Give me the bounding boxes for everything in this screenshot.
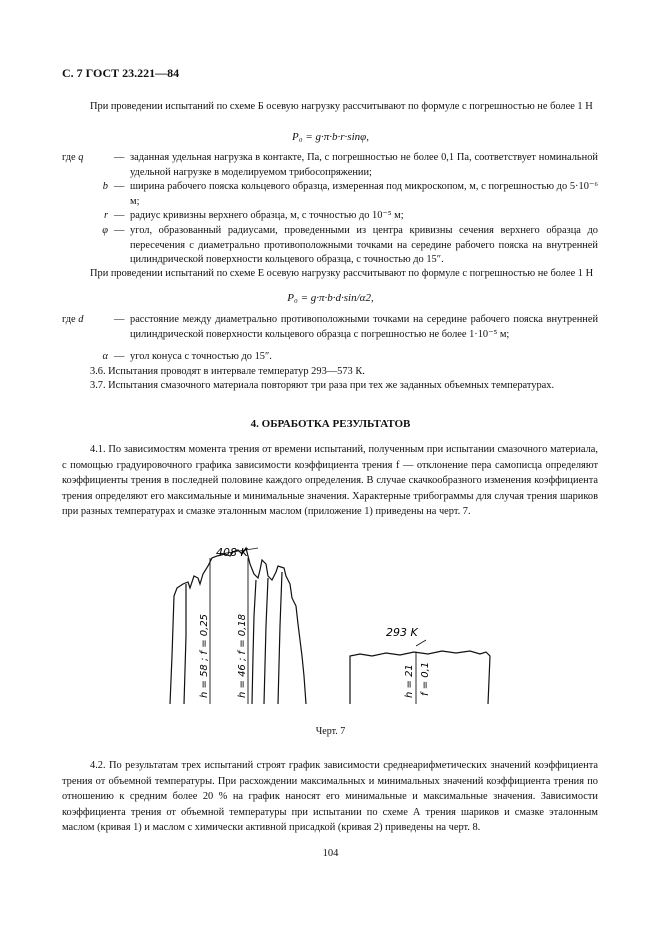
tribogram-figure: [150, 536, 530, 716]
definition-q: где q — заданная удельная нагрузка в контакте, Па, с погрешностью не более 0,1 Па, соответствует номинальной удельной нагрузке в моделируемом трибосопряжении;: [62, 152, 598, 178]
definition-alpha: α — угол конуса с точностью до 15″.: [102, 351, 272, 362]
formula-2: P₀ = g·π·b·d·sin/α2,: [287, 292, 374, 304]
paragraph-3-7: 3.7. Испытания смазочного материала повторяют три раза при тех же заданных объемных температурах.: [90, 380, 555, 391]
page-number: 104: [322, 848, 339, 859]
paragraph-4-2: 4.2. По результатам трех испытаний строят график зависимости среднеарифметических значений коэффициента трения от объемной температуры. При расхождении максимальных и минимальных значений коэффициента трения по отношению к средним более 20 % на график наносят его минимальные и максимальные значения. Зависимости коэффициента трения от объемной температуры при испытании по схеме А трения шариков и смазке эталонным маслом (кривая 1) и маслом с химически активной присадкой (кривая 2) приведены на черт. 8.: [62, 760, 598, 833]
paragraph-4-1: 4.1. По зависимостям момента трения от времени испытаний, полученным при испытании смазочного материала, с помощью градуировочного графика зависимости коэффициента трения f — отклонение пера самописца определяют коэффициенты трения в последней половине каждого определения. В случае скачкообразного изменения коэффициента трения определяют его максимальные и минимальные значения. Характерные трибограммы для случая трения шариков при разных температурах и смазке эталонным маслом (приложение 1) приведены на черт. 7.: [62, 444, 598, 517]
page-header: С. 7 ГОСТ 23.221—84: [62, 66, 180, 80]
label-293k: 293 K: [386, 626, 418, 639]
annotation-h58-f025: h = 58 ; f = 0,25: [199, 613, 210, 698]
figure-caption: Черт. 7: [315, 726, 346, 737]
paragraph-3-6: 3.6. Испытания проводят в интервале температур 293—573 К.: [90, 366, 365, 377]
annotation-h46-f018: h = 46 ; f = 0,18: [237, 613, 248, 698]
formula-1: P₀ = g·π·b·r·sinφ,: [292, 131, 369, 143]
definition-b: b — ширина рабочего пояска кольцевого образца, измеренная под микроскопом, м, с погрешностью до 5·10⁻⁶ м;: [102, 181, 598, 207]
paragraph-scheme-b: При проведении испытаний по схеме Б осевую нагрузку рассчитывают по формуле с погрешностью не более 1 Н: [90, 101, 593, 112]
label-408k: 408 K: [216, 546, 248, 559]
annotation-h21: h = 21: [404, 664, 415, 698]
paragraph-scheme-e: При проведении испытаний по схеме Е осевую нагрузку рассчитывают по формуле с погрешностью не более 1 Н: [90, 268, 594, 279]
definition-d: где d — расстояние между диаметрально противоположными точками на середине рабочего пояска внутренней цилиндрической поверхности кольцевого образца с погрешностью не более 1·10⁻⁵ м;: [62, 314, 598, 340]
definition-phi: φ — угол, образованный радиусами, проведенными из центра кривизны сечения верхнего образца до пересечения с диаметрально противоположными точками на середине рабочего пояска на внутренней цилиндрической поверхности кольцевого образца, с точностью до 15″.: [102, 225, 598, 265]
definition-r: r — радиус кривизны верхнего образца, м, с точностью до 10⁻⁵ м;: [103, 210, 404, 221]
annotation-f01: f = 0,1: [420, 661, 431, 696]
section-title: 4. ОБРАБОТКА РЕЗУЛЬТАТОВ: [250, 418, 411, 430]
